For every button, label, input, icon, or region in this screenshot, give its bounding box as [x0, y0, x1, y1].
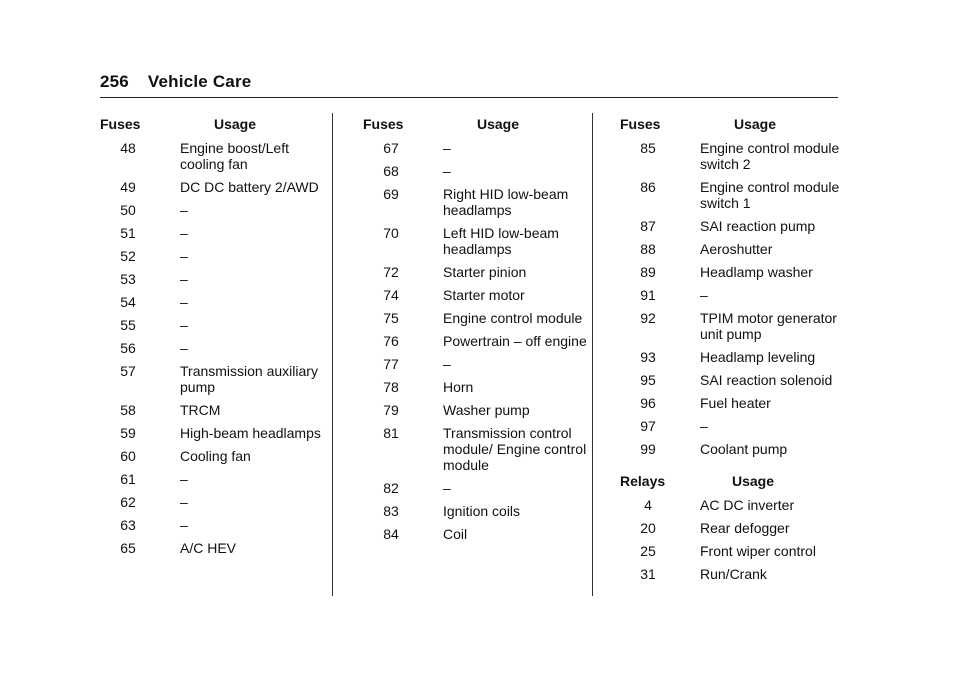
header-usage-label: Usage	[213, 116, 257, 132]
item-usage: Front wiper control	[700, 543, 816, 559]
table-row	[363, 402, 588, 418]
table-row	[620, 566, 845, 582]
item-usage: –	[700, 287, 708, 303]
item-usage: Left HID low-beam headlamps	[443, 225, 559, 257]
item-usage: Horn	[443, 379, 474, 395]
item-usage: DC DC battery 2/AWD	[180, 179, 319, 195]
usage-table	[100, 116, 325, 556]
table-row	[100, 494, 325, 510]
header-number-label: Fuses	[363, 116, 404, 132]
table-row	[620, 543, 845, 559]
header-number-label: Relays	[620, 473, 666, 489]
item-number: 55	[120, 317, 136, 333]
item-usage: Washer pump	[443, 402, 530, 418]
table-row	[620, 441, 845, 457]
item-number: 53	[120, 271, 136, 287]
item-number: 48	[120, 140, 136, 156]
item-usage: Headlamp washer	[700, 264, 813, 280]
table-row	[620, 520, 845, 536]
table-row	[100, 271, 325, 287]
table-row	[100, 471, 325, 487]
item-number: 85	[640, 140, 656, 156]
item-number: 60	[120, 448, 136, 464]
item-usage: Right HID low-beam headlamps	[443, 186, 569, 218]
item-usage: –	[180, 471, 188, 487]
item-number: 63	[120, 517, 136, 533]
fuse-column-3	[620, 116, 845, 589]
item-number: 99	[640, 441, 656, 457]
header-usage-label: Usage	[731, 473, 775, 489]
item-number: 83	[383, 503, 399, 519]
item-usage: –	[700, 418, 708, 434]
table-header	[363, 116, 588, 132]
item-usage: Powertrain – off engine	[443, 333, 587, 349]
item-number: 62	[120, 494, 136, 510]
item-usage: Engine control module switch 1	[700, 179, 840, 211]
item-number: 61	[120, 471, 136, 487]
table-row	[363, 310, 588, 326]
table-row	[100, 225, 325, 241]
table-header	[620, 116, 845, 132]
page-header	[100, 72, 251, 92]
item-number: 89	[640, 264, 656, 280]
item-number: 91	[640, 287, 656, 303]
item-number: 72	[383, 264, 399, 280]
item-number: 81	[383, 425, 399, 441]
table-row	[620, 497, 845, 513]
item-number: 74	[383, 287, 399, 303]
table-row	[363, 186, 588, 218]
table-row	[363, 264, 588, 280]
item-number: 59	[120, 425, 136, 441]
item-number: 4	[644, 497, 652, 513]
item-usage: Transmission auxiliary pump	[180, 363, 318, 395]
table-row	[620, 418, 845, 434]
item-usage: –	[180, 517, 188, 533]
table-row	[620, 372, 845, 388]
table-row	[363, 287, 588, 303]
table-row	[100, 294, 325, 310]
table-row	[100, 340, 325, 356]
table-row	[100, 317, 325, 333]
section-title: Vehicle Care	[147, 72, 252, 91]
item-number: 51	[120, 225, 136, 241]
table-row	[620, 241, 845, 257]
item-usage: –	[180, 317, 188, 333]
item-number: 86	[640, 179, 656, 195]
item-number: 68	[383, 163, 399, 179]
item-number: 56	[120, 340, 136, 356]
column-divider	[592, 113, 593, 596]
table-row	[100, 448, 325, 464]
table-row	[620, 218, 845, 234]
table-row	[100, 425, 325, 441]
item-usage: A/C HEV	[180, 540, 237, 556]
item-number: 77	[383, 356, 399, 372]
table-row	[620, 287, 845, 303]
item-usage: Ignition coils	[443, 503, 521, 519]
table-header	[620, 473, 845, 489]
item-number: 84	[383, 526, 399, 542]
header-usage-label: Usage	[476, 116, 520, 132]
table-header	[100, 116, 325, 132]
item-usage: SAI reaction pump	[700, 218, 816, 234]
table-row	[100, 363, 325, 395]
item-number: 79	[383, 402, 399, 418]
table-row	[363, 140, 588, 156]
table-row	[363, 225, 588, 257]
table-row	[363, 503, 588, 519]
item-number: 92	[640, 310, 656, 326]
item-usage: Coil	[443, 526, 468, 542]
item-usage: –	[180, 271, 188, 287]
table-row	[100, 248, 325, 264]
table-row	[620, 179, 845, 211]
table-row	[620, 264, 845, 280]
table-row	[363, 163, 588, 179]
table-row	[363, 526, 588, 542]
table-row	[100, 179, 325, 195]
item-usage: Fuel heater	[700, 395, 771, 411]
table-row	[620, 140, 845, 172]
item-number: 52	[120, 248, 136, 264]
item-number: 54	[120, 294, 136, 310]
table-row	[363, 333, 588, 349]
item-usage: –	[180, 248, 188, 264]
header-number-label: Fuses	[620, 116, 661, 132]
item-number: 88	[640, 241, 656, 257]
item-number: 31	[640, 566, 656, 582]
item-number: 67	[383, 140, 399, 156]
table-row	[363, 379, 588, 395]
item-number: 95	[640, 372, 656, 388]
item-usage: High-beam headlamps	[180, 425, 321, 441]
item-number: 69	[383, 186, 399, 202]
item-number: 65	[120, 540, 136, 556]
item-usage: –	[180, 294, 188, 310]
item-usage: Run/Crank	[700, 566, 767, 582]
fuse-column-2	[363, 116, 588, 549]
item-number: 25	[640, 543, 656, 559]
item-number: 49	[120, 179, 136, 195]
item-number: 70	[383, 225, 399, 241]
table-row	[100, 202, 325, 218]
usage-table	[620, 116, 845, 457]
item-usage: Aeroshutter	[700, 241, 773, 257]
item-usage: SAI reaction solenoid	[700, 372, 833, 388]
header-rule	[100, 97, 838, 98]
item-usage: Rear defogger	[700, 520, 790, 536]
item-number: 20	[640, 520, 656, 536]
fuse-column-1	[100, 116, 325, 563]
item-number: 78	[383, 379, 399, 395]
item-usage: Headlamp leveling	[700, 349, 816, 365]
item-usage: TRCM	[180, 402, 221, 418]
table-row	[100, 517, 325, 533]
table-row	[363, 425, 588, 473]
table-row	[620, 395, 845, 411]
item-usage: Engine control module	[443, 310, 583, 326]
item-usage: Transmission control module/ Engine control module	[443, 425, 587, 473]
header-usage-label: Usage	[733, 116, 777, 132]
item-number: 96	[640, 395, 656, 411]
table-row	[100, 140, 325, 172]
table-row	[363, 480, 588, 496]
item-usage: AC DC inverter	[700, 497, 795, 513]
item-usage: –	[443, 140, 451, 156]
item-usage: Starter motor	[443, 287, 525, 303]
item-usage: Coolant pump	[700, 441, 788, 457]
item-usage: –	[180, 494, 188, 510]
item-number: 97	[640, 418, 656, 434]
item-usage: –	[443, 356, 451, 372]
table-row	[100, 402, 325, 418]
item-number: 87	[640, 218, 656, 234]
usage-table	[363, 116, 588, 542]
header-number-label: Fuses	[100, 116, 141, 132]
item-usage: Cooling fan	[180, 448, 251, 464]
usage-table	[620, 473, 845, 582]
item-usage: –	[443, 163, 451, 179]
item-number: 50	[120, 202, 136, 218]
item-usage: –	[180, 202, 188, 218]
item-usage: Engine control module switch 2	[700, 140, 840, 172]
item-usage: TPIM motor generator unit pump	[700, 310, 837, 342]
item-usage: –	[180, 225, 188, 241]
table-row	[100, 540, 325, 556]
item-usage: Engine boost/Left cooling fan	[180, 140, 289, 172]
item-number: 75	[383, 310, 399, 326]
item-usage: –	[180, 340, 188, 356]
item-number: 57	[120, 363, 136, 379]
page-number: 256	[100, 72, 129, 91]
item-usage: –	[443, 480, 451, 496]
table-row	[620, 310, 845, 342]
table-row	[363, 356, 588, 372]
item-number: 82	[383, 480, 399, 496]
column-divider	[332, 113, 333, 596]
table-row	[620, 349, 845, 365]
item-number: 76	[383, 333, 399, 349]
item-number: 58	[120, 402, 136, 418]
item-number: 93	[640, 349, 656, 365]
item-usage: Starter pinion	[443, 264, 527, 280]
